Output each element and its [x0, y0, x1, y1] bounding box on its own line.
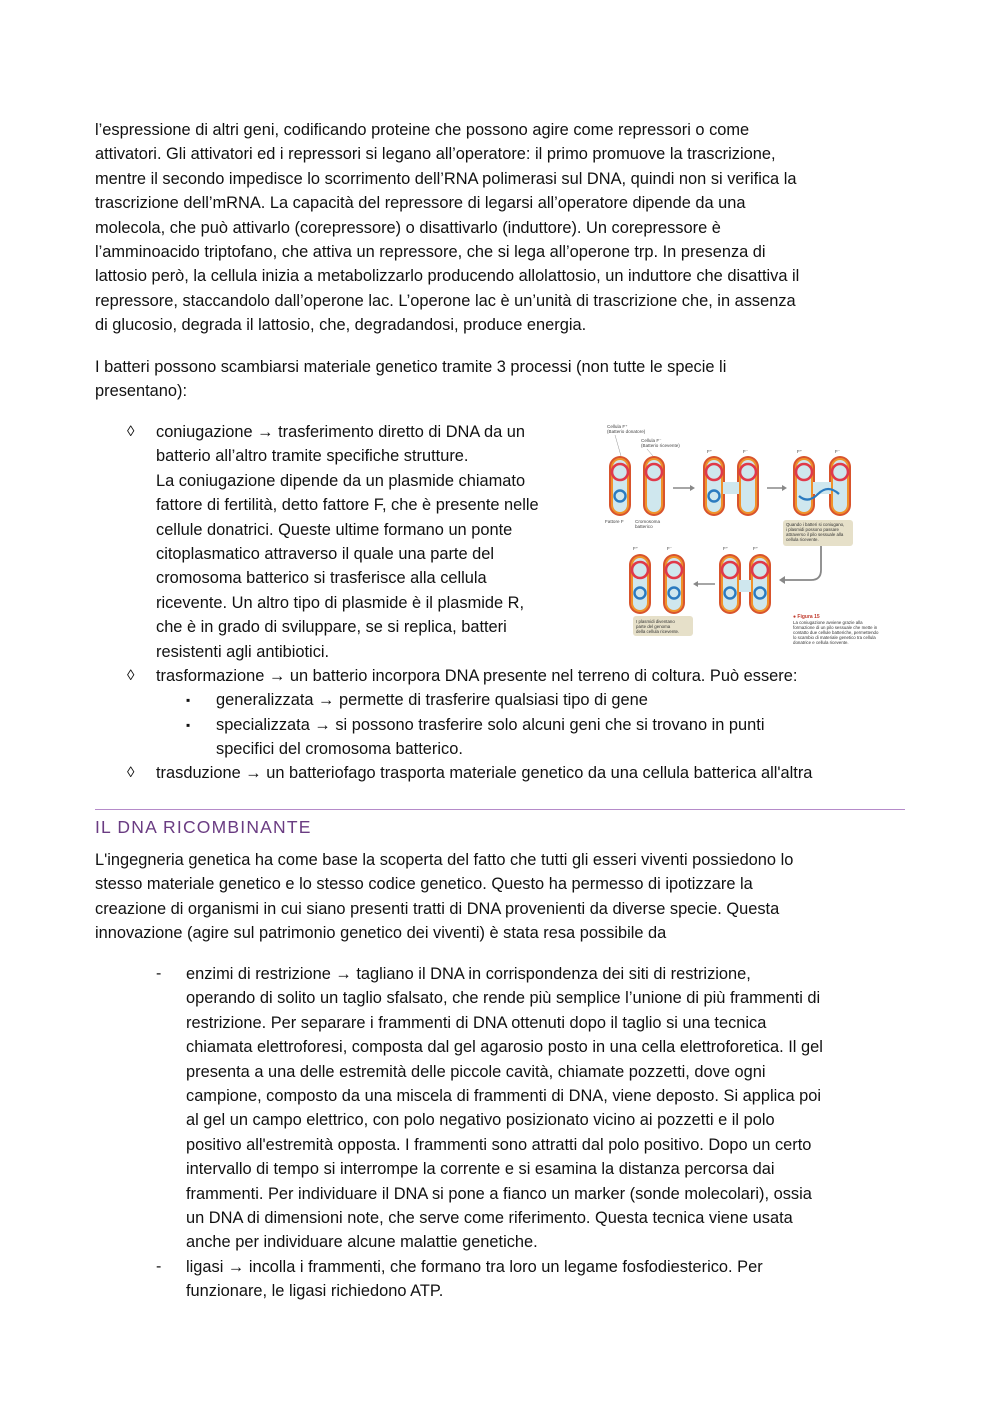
figure-caption-line: formazione di un pilo sessuale che mette in [793, 625, 878, 630]
section-heading: IL DNA RICOMBINANTE [95, 817, 312, 837]
text-line: trascrizione dell’mRNA. La capacità del repressore di legarsi all’operatore dipende da una [95, 194, 746, 213]
text-line: di glucosio, degrada il lattosio, che, degradandosi, produce energia. [95, 316, 587, 335]
figure-caption-line: contatto due cellule batteriche, permettendo [793, 630, 879, 635]
square-bullet-icon: ▪ [186, 718, 191, 732]
text-line: al gel un campo elettrico, con polo negativo posizionato vicino ai pozzetti e il polo [186, 1111, 775, 1130]
text-line: citoplasmatico attraverso il quale una parte del [156, 545, 495, 564]
text-line: La coniugazione dipende da un plasmide chiamato [156, 471, 526, 490]
figure-label-f-minus-1: F⁻ [743, 449, 749, 454]
conjugation-figure [603, 420, 903, 648]
figure-label-f-minus-2: F⁻ [835, 449, 841, 454]
figure-caption-line: lo scambio di materiale genetico tra cellula [793, 635, 876, 640]
text-line: fattore di fertilità, detto fattore F, che è presente nelle [156, 496, 539, 515]
bacteria-intro-paragraph [95, 355, 910, 404]
text-line: l’espressione di altri geni, codificando proteine che possono agire come repressori o come [95, 121, 750, 139]
list-item-ligasi [186, 1255, 911, 1304]
recombinant-paragraph [95, 848, 910, 946]
section-divider [95, 809, 905, 810]
conjugation-step-5 [629, 554, 685, 614]
text-line: presenta a una delle estremità delle piccole cavità, chiamate pozzetti, dove ogni [186, 1062, 766, 1081]
list-item-trasformazione: trasformazione → un batterio incorpora DNA presente nel terreno di coltura. Può essere: [156, 667, 798, 685]
figure-label-f-minus-3: F⁻ [667, 546, 673, 551]
text-line: batterio all’altro tramite specifiche strutture. [156, 447, 469, 466]
figure-label-donor-sub: (Batterio donatore) [607, 429, 646, 434]
text-line: L'ingegneria genetica ha come base la scoperta del fatto che tutti gli esseri viventi possiedono lo [95, 851, 794, 869]
text-line: stesso materiale genetico e lo stesso codice genetico. Questo ha permesso di ipotizzare la [95, 875, 753, 894]
list-item-trasduzione: trasduzione → un batteriofago trasporta materiale genetico da una cellula batterica all'altra [156, 764, 813, 782]
intro-paragraph [95, 118, 910, 338]
figure-caption-line: La coniugazione avviene grazie alla [793, 620, 863, 625]
text-line: intervallo di tempo si interrompe la corrente e si esamina la distanza percorsa dai [186, 1160, 775, 1179]
text-line: mentre il secondo impedisce lo scorrimento dell’RNA polimerasi sul DNA, quindi non si verifica la [95, 169, 797, 188]
sub-item-specializzata [216, 713, 906, 762]
list-item-coniugazione [156, 420, 596, 664]
sub-item-generalizzata [216, 688, 906, 712]
figure-label-chromosome-sub: batterico [635, 524, 653, 529]
figure-note-line: cellula ricevente. [786, 537, 819, 542]
figure-note-line: Quando i batteri si coniugano, [786, 522, 845, 527]
text-line: operando di solito un taglio sfalsato, che rende più semplice l’unione di più frammenti di [186, 989, 821, 1008]
conjugation-step-1 [609, 456, 665, 516]
diamond-bullet-icon: ◊ [127, 764, 135, 781]
conjugation-step-2 [703, 456, 759, 516]
text-line: lattosio però, la cellula inizia a metabolizzarlo producendo allolattosio, un induttore che disattiva il [95, 267, 800, 286]
conjugation-step-3 [793, 456, 851, 516]
figure-label-chromosome: Cromosoma [635, 519, 661, 524]
text-line: restrizione. Per separare i frammenti di DNA ottenuti dopo il taglio si una tecnica [186, 1013, 767, 1032]
diamond-bullet-icon: ◊ [127, 667, 135, 684]
text-line: chiamata elettroforesi, composta dal gel agarosio posto in una cella elettroforetica. Il gel [186, 1038, 823, 1057]
text-line: positivo all'estremità opposta. I frammenti sono attratti dal polo positivo. Dopo un certo [186, 1135, 812, 1154]
text-line: che è in grado di sviluppare, se si replica, batteri [156, 618, 507, 637]
text-line: frammenti. Per individuare il DNA si pone a fianco un marker (sonde molecolari), ossia [186, 1184, 812, 1203]
figure-label-recipient: Cellula F⁻ [641, 438, 662, 443]
figure-label-recipient-sub: (Batterio ricevente) [641, 443, 680, 448]
text-line: un DNA di dimensioni note, che serve come riferimento. Questa tecnica viene usata [186, 1209, 793, 1228]
figure-label-f-plus-4: F⁺ [753, 546, 759, 551]
text-line: campione, composto da una miscela di frammenti di DNA, viene deposto. Si applica poi [186, 1087, 822, 1106]
figure-title: ● Figura 15 [793, 614, 820, 620]
figure-note-line: i plasmidi possono passare [786, 527, 839, 532]
figure-note-line: attraverso il pilo sessuale alla [786, 532, 844, 537]
text-line: funzionare, le ligasi richiedono ATP. [186, 1282, 444, 1301]
text-line: I batteri possono scambiarsi materiale genetico tramite 3 processi (non tutte le specie li [95, 358, 727, 376]
text-line: innovazione (agire sul patrimonio genetico dei viventi) è stata resa possibile da [95, 924, 667, 943]
figure-caption-line: donatrice e cellula ricevente. [793, 640, 849, 645]
figure-label-factor: Fattore F [605, 519, 624, 524]
text-line: ligasi → incolla i frammenti, che formano tra loro un legame fosfodiesterico. Per [186, 1258, 763, 1276]
figure-label-donor: Cellula F⁺ [607, 424, 628, 429]
text-line: ricevente. Un altro tipo di plasmide è il plasmide R, [156, 593, 525, 612]
list-item-enzimi [186, 962, 911, 1255]
text-line: generalizzata → permette di trasferire qualsiasi tipo di gene [216, 691, 648, 709]
dash-bullet-icon: - [156, 965, 162, 982]
text-line: creazione di organismi in cui siano presenti tratti di DNA provenienti da diverse specie. Questa [95, 899, 780, 918]
text-line: specifici del cromosoma batterico. [216, 740, 463, 759]
figure-note-line: I plasmidi diventano [636, 619, 675, 624]
figure-label-f-plus-3: F⁺ [723, 546, 729, 551]
text-line: l’amminoacido triptofano, che attiva un repressore, che si lega all’operone trp. In presenza di [95, 243, 766, 262]
text-line: resistenti agli antibiotici. [156, 642, 330, 661]
text-line: coniugazione → trasferimento diretto di DNA da un [156, 423, 525, 441]
dash-bullet-icon: - [156, 1258, 162, 1275]
text-line: anche per individuare alcune malattie genetiche. [186, 1233, 538, 1252]
figure-note-line: parte del genoma [636, 624, 671, 629]
text-line: molecola, che può attivarlo (corepressore) o disattivarlo (induttore). Un corepressore è [95, 218, 721, 237]
figure-note-line: della cellula ricevente. [636, 629, 680, 634]
text-line: enzimi di restrizione → tagliano il DNA in corrispondenza dei siti di restrizione, [186, 965, 751, 983]
text-line: cellule donatrici. Queste ultime formano un ponte [156, 520, 513, 539]
figure-label-f-plus-2: F⁺ [797, 449, 803, 454]
figure-label-f-plus-1: F⁺ [707, 449, 713, 454]
text-line: cromosoma batterico si trasferisce alla cellula [156, 569, 487, 588]
diamond-bullet-icon: ◊ [127, 423, 135, 440]
text-line: repressore, staccandolo dall’operone lac. L’operone lac è un’unità di trascrizione che, in assenza [95, 291, 796, 310]
figure-label-f-plus-5: F⁺ [633, 546, 639, 551]
text-line: presentano): [95, 382, 188, 401]
conjugation-step-4 [719, 554, 771, 614]
square-bullet-icon: ▪ [186, 693, 191, 707]
text-line: specializzata → si possono trasferire solo alcuni geni che si trovano in punti [216, 716, 765, 734]
text-line: attivatori. Gli attivatori ed i repressori si legano all’operatore: il primo promuove la trascrizione, [95, 145, 776, 164]
